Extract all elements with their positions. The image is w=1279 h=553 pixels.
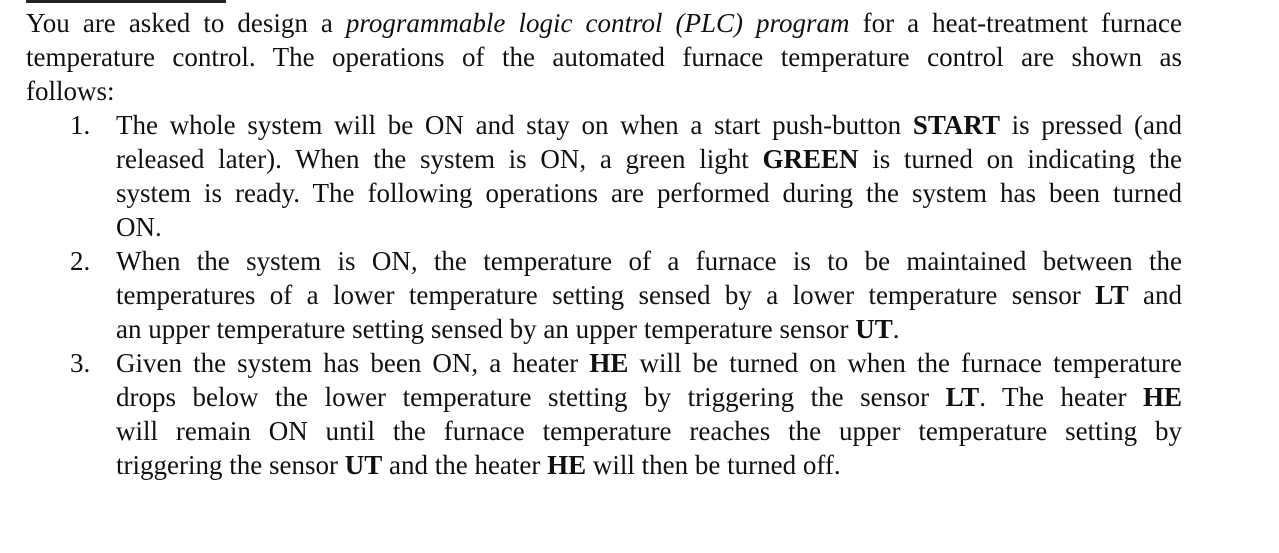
intro-paragraph (26, 6, 1182, 108)
intro-line-3: follows: (26, 76, 115, 106)
list-item-3 (26, 346, 1182, 482)
text: will be turned on when the furnace temperature (628, 348, 1182, 378)
item1-line3: system is ready. The following operations are performed during the system has been turned (116, 178, 1182, 208)
intro-text-1: You are asked to design a (26, 8, 346, 38)
bold-term: GREEN (762, 144, 859, 174)
item1-line4: ON. (116, 212, 162, 242)
text: is pressed (and (999, 110, 1182, 140)
intro-line-2: temperature control. The operations of the automated furnace temperature control are shown as (26, 42, 1182, 72)
list-item-1 (26, 108, 1182, 244)
text: and the heater (382, 450, 548, 480)
list-number: 1. (70, 110, 91, 140)
item3-line4 (116, 448, 1182, 482)
item2-line3 (116, 312, 1182, 346)
text: . The heater (979, 382, 1143, 412)
item2-line2 (116, 278, 1182, 312)
bold-term: START (912, 110, 1000, 140)
document-body (26, 6, 1182, 482)
text: The whole system will be ON and stay on when a start push-button (116, 110, 913, 140)
text: an upper temperature setting sensed by an upper temperature sensor (116, 314, 856, 344)
intro-line-1 (26, 6, 1182, 40)
top-rule (26, 0, 226, 3)
bold-term: HE (589, 348, 629, 378)
text: will then be turned off. (586, 450, 841, 480)
item2-line1: When the system is ON, the temperature of a furnace is to be maintained between the (116, 246, 1182, 276)
bold-term: LT (945, 382, 980, 412)
item1-line1 (116, 108, 1182, 142)
operations-list (26, 108, 1182, 482)
intro-text-3: for a heat-treatment furnace (849, 8, 1182, 38)
text: released later). When the system is ON, a green light (116, 144, 763, 174)
plc-italic: programmable logic control (PLC) program (345, 8, 850, 38)
text: Given the system has been ON, a heater (116, 348, 590, 378)
item3-line2 (116, 380, 1182, 414)
text: temperatures of a lower temperature setting sensed by a lower temperature sensor (116, 280, 1096, 310)
text: is turned on indicating the (858, 144, 1182, 174)
list-number: 2. (70, 246, 91, 276)
bold-term: LT (1095, 280, 1129, 310)
bold-term: HE (547, 450, 587, 480)
bold-term: HE (1143, 382, 1183, 412)
item1-line2 (116, 142, 1182, 176)
text: and (1128, 280, 1182, 310)
bold-term: UT (344, 450, 383, 480)
text: triggering the sensor (116, 450, 345, 480)
bold-term: UT (855, 314, 893, 344)
item3-line3: will remain ON until the furnace temperature reaches the upper temperature setting by (116, 416, 1182, 446)
text: . (892, 314, 900, 344)
item3-line1 (116, 346, 1182, 380)
text: drops below the lower temperature stetting by triggering the sensor (116, 382, 946, 412)
list-number: 3. (70, 348, 91, 378)
list-item-2 (26, 244, 1182, 346)
